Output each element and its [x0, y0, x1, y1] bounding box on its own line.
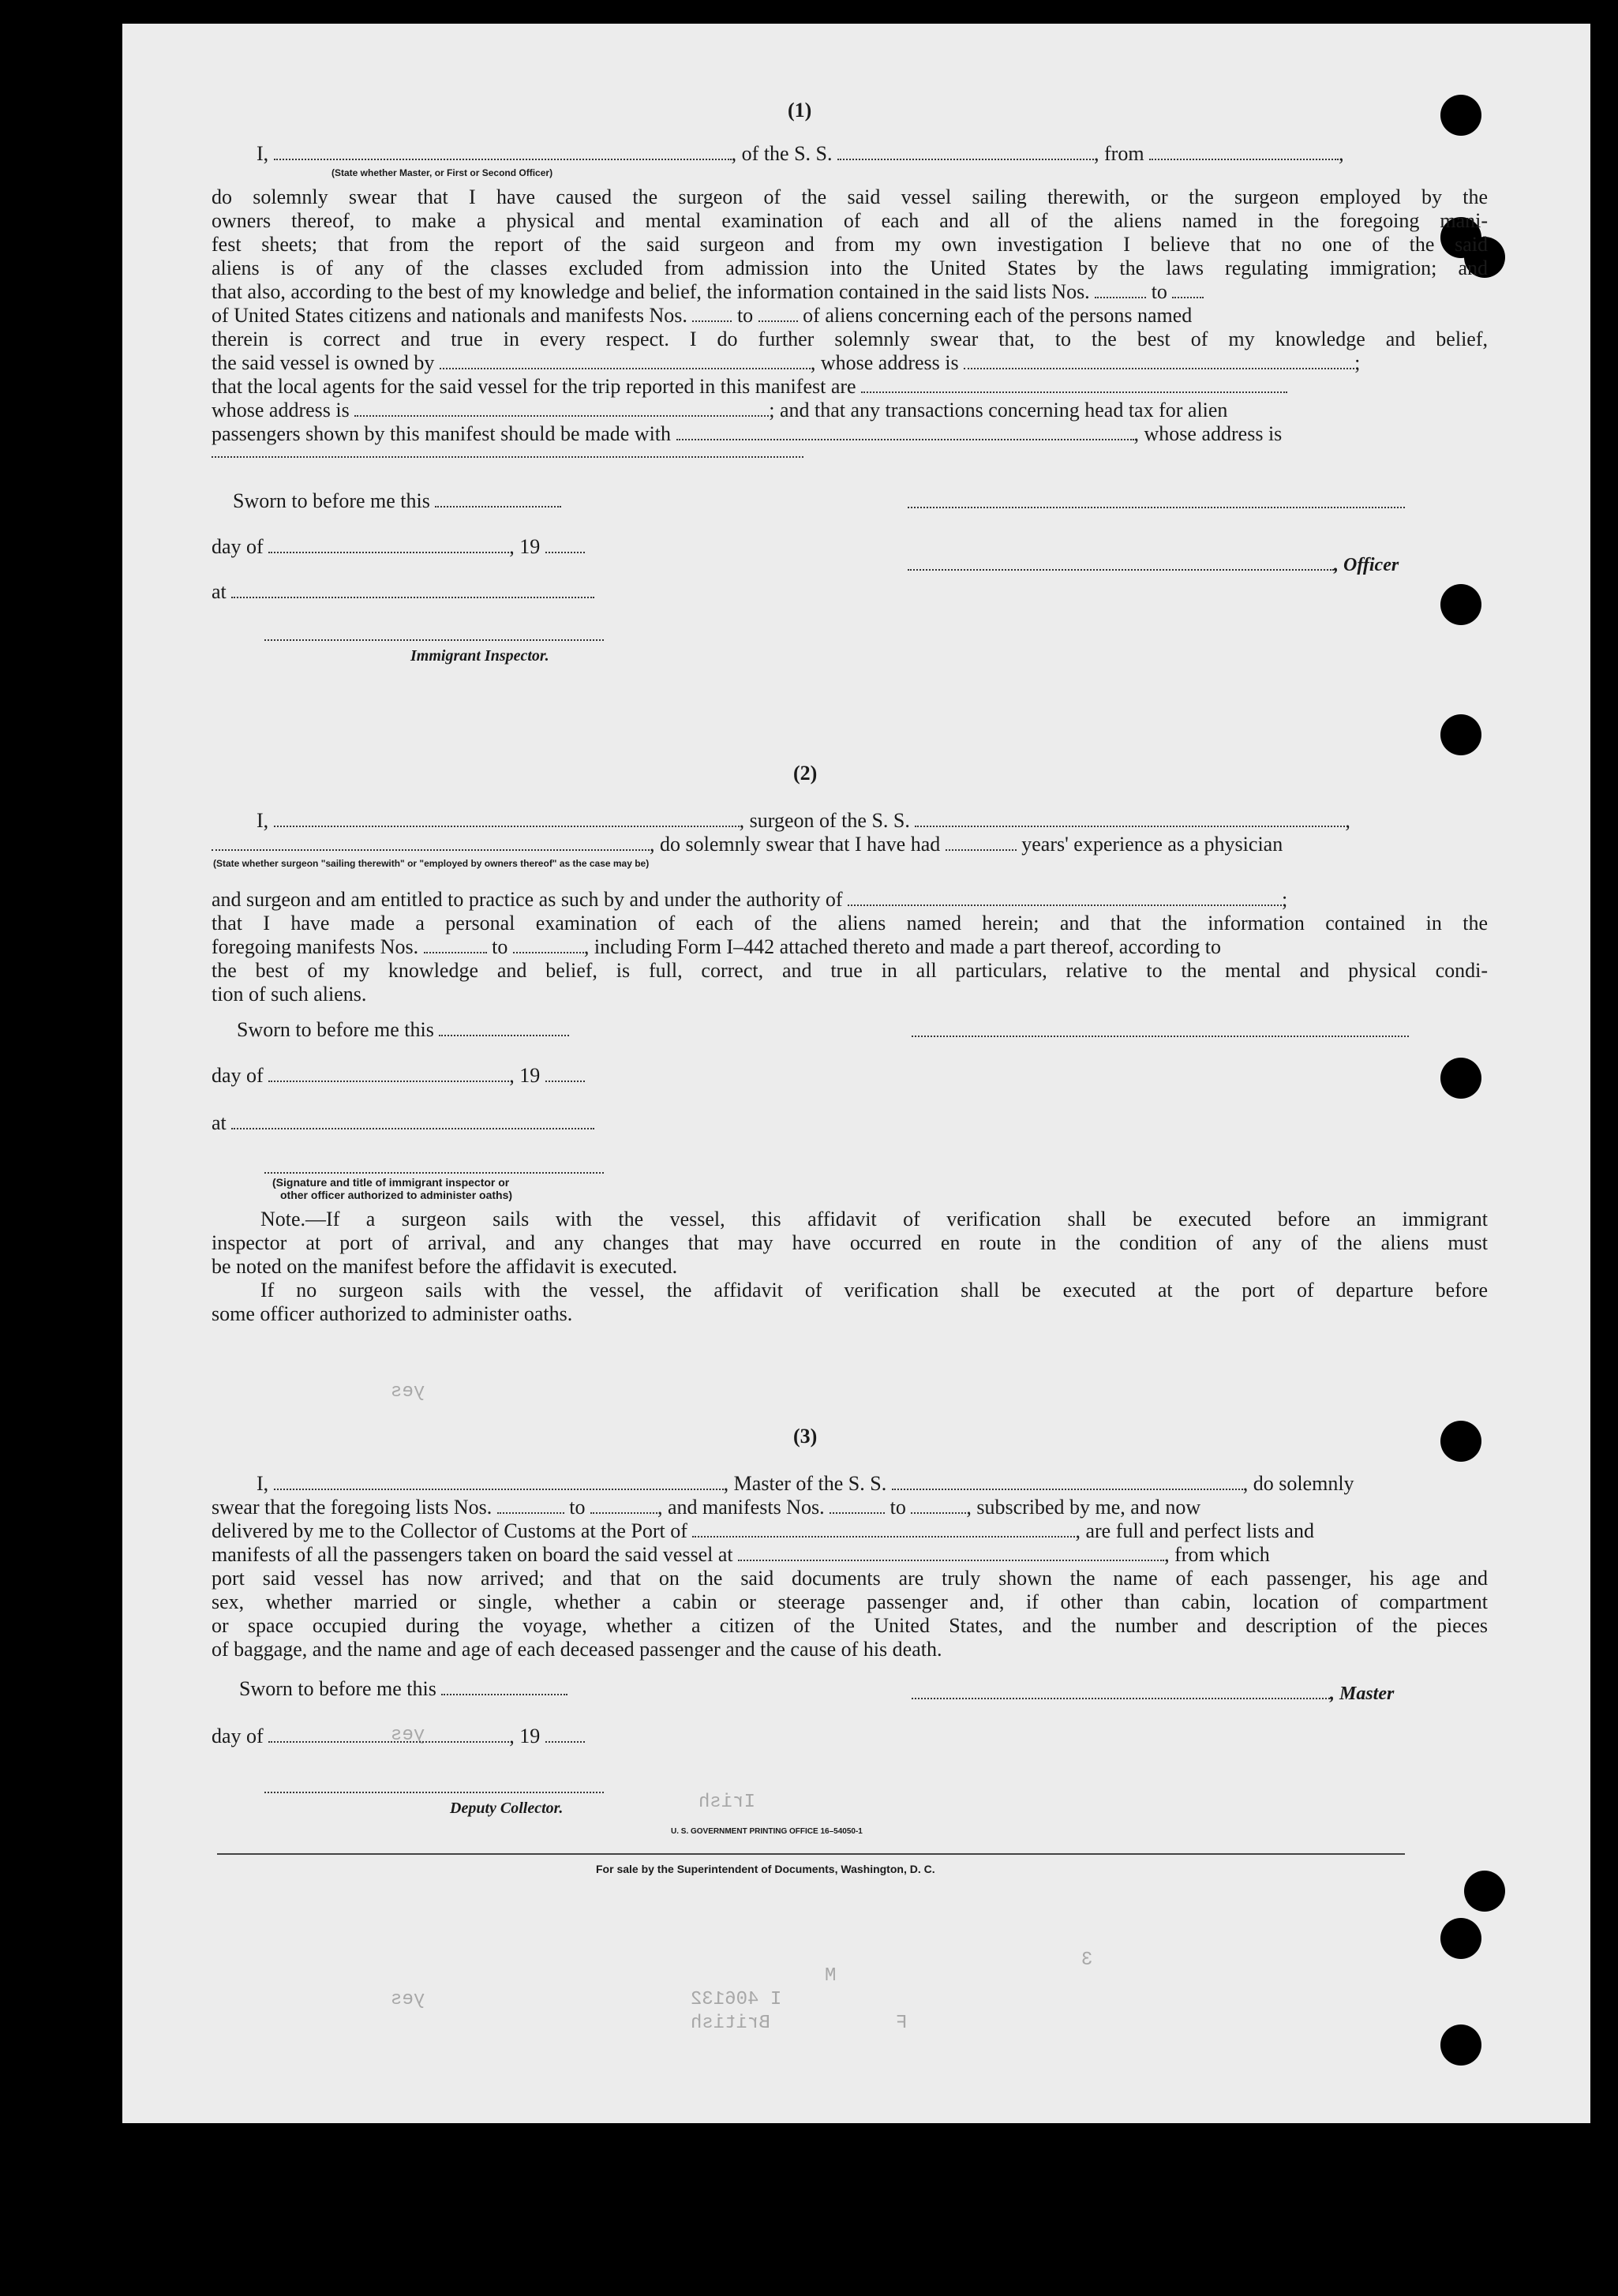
section-3-line-departure [212, 1543, 1270, 1567]
section-1-line-agent-address [212, 399, 1227, 422]
manifests-no-from-field[interactable] [692, 305, 732, 322]
head-tax-contact-field[interactable] [676, 423, 1134, 440]
year-text: , 19 [509, 535, 541, 558]
note-line: If no surgeon sails with the vessel, the affidavit of verification shall be executed at the port of departure before [260, 1279, 1488, 1302]
lists-text: swear that the foregoing lists Nos. [212, 1496, 493, 1519]
master-label: , Master [1330, 1684, 1395, 1704]
collector-signature-field[interactable] [264, 1792, 604, 1793]
note-line: some officer authorized to administer oaths. [212, 1302, 573, 1325]
bleed-through-text: уеѕ [391, 1989, 425, 2010]
address-text: , whose address is [1133, 422, 1283, 445]
section-3-line-lists [212, 1496, 1200, 1519]
full-perfect-text: , are full and perfect lists and [1075, 1519, 1314, 1542]
punch-hole [1440, 584, 1481, 625]
sworn-line-2 [237, 1018, 569, 1042]
label-of-ss: , of the S. S. [731, 142, 833, 165]
manifests-text: , and manifests Nos. [657, 1496, 825, 1519]
section-2-line: that I have made a personal examination of each of the aliens named herein; and that the information contained in the [212, 912, 1488, 935]
note-line: Note.—If a surgeon sails with the vessel, this affidavit of verification shall be executed before an immigrant [260, 1208, 1488, 1230]
sworn-text: Sworn to before me this [239, 1677, 436, 1700]
section-2-line-manifests [212, 935, 1221, 959]
label-i: I, [257, 142, 269, 165]
owner-field[interactable] [440, 352, 811, 369]
subscribed-text: , subscribed by me, and now [966, 1496, 1201, 1519]
sworn-day-field[interactable] [439, 1019, 569, 1036]
section-1-rank-caption: (State whether Master, or First or Second Officer) [331, 167, 553, 178]
section-1-line: therein is correct and true in every respect. I do further solemnly swear that, to the best of my knowledge and belief, [212, 328, 1488, 350]
semicolon: ; [1282, 888, 1288, 911]
year-text: , 19 [509, 1064, 541, 1087]
bleed-through-text: Irish [699, 1792, 756, 1813]
ship-name-field[interactable] [915, 810, 1345, 827]
label-i: I, [257, 1472, 269, 1495]
master-line [912, 1681, 1394, 1706]
officer-line [908, 552, 1399, 577]
signature-caption: (Signature and title of immigrant inspector or [272, 1176, 510, 1189]
officer-signature-field[interactable] [264, 1172, 604, 1174]
bleed-through-text: F [896, 2013, 908, 2034]
deputy-collector-caption: Deputy Collector. [450, 1800, 564, 1817]
section-2-row1 [257, 809, 1350, 833]
officer-name-field[interactable] [274, 143, 732, 160]
officer-label: , Officer [1334, 555, 1399, 575]
day-of-text: day of [212, 1064, 264, 1087]
sworn-text: Sworn to before me this [233, 489, 430, 512]
authority-field[interactable] [848, 889, 1282, 906]
punch-hole [1440, 95, 1481, 136]
bleed-through-text: уеѕ [391, 1725, 425, 1746]
immigrant-inspector-caption: Immigrant Inspector. [410, 647, 549, 665]
note-line: inspector at port of arrival, and any changes that may have occurred en route in the condition of any of the aliens must [212, 1231, 1488, 1254]
label-to: to [1151, 280, 1167, 303]
label-to: to [492, 935, 508, 958]
agents-address-field[interactable] [354, 399, 769, 417]
section-1-line-lists [212, 280, 1204, 304]
punch-hole [1440, 714, 1481, 755]
section-2-row2 [212, 833, 1283, 856]
lists-no-from-field[interactable] [497, 1496, 564, 1514]
at-field[interactable] [231, 581, 594, 598]
year-field[interactable] [545, 536, 585, 553]
section-1-number: (1) [788, 99, 812, 122]
day-of-line-1 [212, 535, 585, 559]
surgeon-signature-field[interactable] [912, 1036, 1409, 1037]
manifests-text: of United States citizens and nationals and manifests Nos. [212, 304, 687, 327]
swear-text: , do solemnly swear that I have had [650, 833, 941, 856]
day-of-text: day of [212, 535, 264, 558]
authority-text: and surgeon and am entitled to practice as such by and under the authority of [212, 888, 843, 911]
section-3-line: of baggage, and the name and age of each deceased passenger and the cause of his death. [212, 1638, 942, 1661]
form-text: , including Form I–442 attached thereto and made a part thereof, according to [583, 935, 1222, 958]
officer-title-field[interactable] [908, 553, 1334, 571]
punch-hole [1464, 1871, 1505, 1912]
section-1-line-agents [212, 375, 1287, 399]
day-of-field[interactable] [268, 1065, 509, 1082]
from-which-text: , from which [1164, 1543, 1270, 1566]
manifests-no-to-field[interactable] [513, 936, 584, 953]
ship-name-field[interactable] [892, 1473, 1243, 1490]
at-line-2 [212, 1111, 594, 1135]
lists-text: that also, according to the best of my knowledge and belief, the information contained in the said lists Nos. [212, 280, 1090, 303]
lists-no-to-field[interactable] [1172, 281, 1204, 298]
owner-text: the said vessel is owned by [212, 351, 435, 374]
footer-text: For sale by the Superintendent of Documents, Washington, D. C. [596, 1863, 935, 1875]
day-of-line-2 [212, 1064, 585, 1088]
comma: , [1345, 809, 1350, 832]
punch-hole [1440, 1058, 1481, 1099]
punch-hole [1440, 1421, 1481, 1462]
section-2-line-authority [212, 888, 1287, 912]
year-field[interactable] [545, 1065, 585, 1082]
section-1-line-owner [212, 351, 1360, 375]
section-3-line: port said vessel has now arrived; and that on the said documents are truly shown the name of each passenger, his age and [212, 1567, 1488, 1590]
day-of-text: day of [212, 1725, 264, 1747]
day-of-field[interactable] [268, 536, 509, 553]
sworn-day-field[interactable] [441, 1678, 567, 1695]
label-from: , from [1094, 142, 1144, 165]
printing-office-line: U. S. GOVERNMENT PRINTING OFFICE 16–54050-1 [671, 1827, 863, 1836]
label-to: to [569, 1496, 586, 1519]
label-i: I, [257, 809, 269, 832]
label-to: to [890, 1496, 906, 1519]
at-line-1 [212, 580, 594, 604]
label-to: to [736, 304, 754, 327]
master-name-field[interactable] [274, 1473, 724, 1490]
experience-text: years' experience as a physician [1021, 833, 1283, 856]
manifests-no-to-field[interactable] [758, 305, 798, 322]
section-1-line: do solemnly swear that I have caused the surgeon of the said vessel sailing therewith, or the surgeon employed by the [212, 185, 1488, 208]
section-3-row1 [257, 1472, 1354, 1496]
sworn-line-3 [239, 1677, 567, 1701]
bleed-through-text: уеѕ [391, 1381, 425, 1403]
bleed-through-text: 3 [1081, 1950, 1093, 1971]
master-of-ss-text: , Master of the S. S. [723, 1472, 887, 1495]
at-text: at [212, 580, 227, 603]
section-2-number: (2) [793, 762, 818, 785]
head-tax-text: ; and that any transactions concerning head tax for alien [769, 399, 1228, 421]
section-1-line: fest sheets; that from the report of the said surgeon and from my own investigation I believe that no one of the said [212, 233, 1488, 256]
section-1-line: aliens is of any of the classes excluded from admission into the United States by the laws regulating immigration; and [212, 257, 1488, 279]
bleed-through-text: I 406132 [691, 1989, 782, 2010]
comma: , [1339, 142, 1344, 165]
sworn-text: Sworn to before me this [237, 1018, 434, 1041]
section-3-number: (3) [793, 1425, 818, 1448]
lists-no-from-field[interactable] [1095, 281, 1146, 298]
semicolon: ; [1354, 351, 1361, 374]
at-field[interactable] [231, 1112, 594, 1129]
surgeon-name-field[interactable] [274, 810, 740, 827]
inspector-signature-field[interactable] [264, 639, 604, 641]
address-text: whose address is [212, 399, 350, 421]
bleed-through-text: British [691, 2013, 770, 2034]
agents-text: that the local agents for the said vessel for the trip reported in this manifest are [212, 375, 856, 398]
aliens-text: of aliens concerning each of the persons named [803, 304, 1193, 327]
section-3-line: or space occupied during the voyage, whether a citizen of the United States, and the number and description of the pieces [212, 1614, 1488, 1637]
manifests-no-from-field[interactable] [830, 1496, 885, 1514]
passengers-text: passengers shown by this manifest should be made with [212, 422, 672, 445]
do-solemnly-text: , do solemnly [1242, 1472, 1354, 1495]
at-text: at [212, 1111, 227, 1134]
day-of-line-3 [212, 1725, 585, 1748]
departure-port-field[interactable] [738, 1544, 1164, 1561]
year-text: , 19 [509, 1725, 541, 1747]
punch-hole [1440, 2024, 1481, 2066]
punch-hole [1440, 1918, 1481, 1959]
address-text: , whose address is [810, 351, 959, 374]
sworn-day-field[interactable] [435, 490, 561, 508]
section-2-line: tion of such aliens. [212, 983, 367, 1006]
section-2-status-caption: (State whether surgeon "sailing therewith" or "employed by owners thereof" as the case may be) [213, 858, 650, 869]
section-2-line: the best of my knowledge and belief, is full, correct, and true in all particulars, relative to the mental and physical condi- [212, 959, 1488, 982]
section-3-line-port [212, 1519, 1314, 1543]
bleed-through-text: M [825, 1965, 837, 1987]
section-1-row1 [257, 142, 1539, 166]
footer-rule [217, 1853, 1405, 1855]
manifests-no-to-field[interactable] [911, 1496, 966, 1514]
collector-text: delivered by me to the Collector of Customs at the Port of [212, 1519, 687, 1542]
section-1-line: owners thereof, to make a physical and mental examination of each and all of the aliens named in the foregoing mani- [212, 209, 1488, 232]
note-line: be noted on the manifest before the affidavit is executed. [212, 1255, 678, 1278]
manifests-text: foregoing manifests Nos. [212, 935, 419, 958]
years-experience-field[interactable] [946, 833, 1017, 851]
master-signature-field[interactable] [912, 1682, 1330, 1699]
section-1-line-head-tax [212, 422, 1282, 446]
surgeon-of-ss-text: , surgeon of the S. S. [739, 809, 910, 832]
passengers-text: manifests of all the passengers taken on board the said vessel at [212, 1543, 733, 1566]
manifest-affidavit-page [122, 24, 1590, 2123]
ship-name-field[interactable] [837, 143, 1094, 160]
year-field[interactable] [545, 1725, 585, 1743]
day-of-field[interactable] [268, 1725, 509, 1743]
lists-no-to-field[interactable] [590, 1496, 657, 1514]
surgeon-status-field[interactable] [212, 833, 650, 851]
section-3-line: sex, whether married or single, whether a cabin or steerage passenger and, if other than cabin, location of compartment [212, 1590, 1488, 1613]
owner-address-field[interactable] [964, 352, 1354, 369]
port-field[interactable] [692, 1520, 1075, 1538]
sworn-line-1 [233, 489, 561, 513]
head-tax-address-field[interactable] [212, 456, 803, 458]
section-1-line-manifests [212, 304, 1192, 328]
agents-field[interactable] [861, 376, 1287, 393]
officer-signature-field[interactable] [908, 507, 1405, 508]
manifests-no-from-field[interactable] [424, 936, 487, 953]
signature-caption: other officer authorized to administer oaths) [280, 1189, 513, 1201]
from-port-field[interactable] [1149, 143, 1339, 160]
